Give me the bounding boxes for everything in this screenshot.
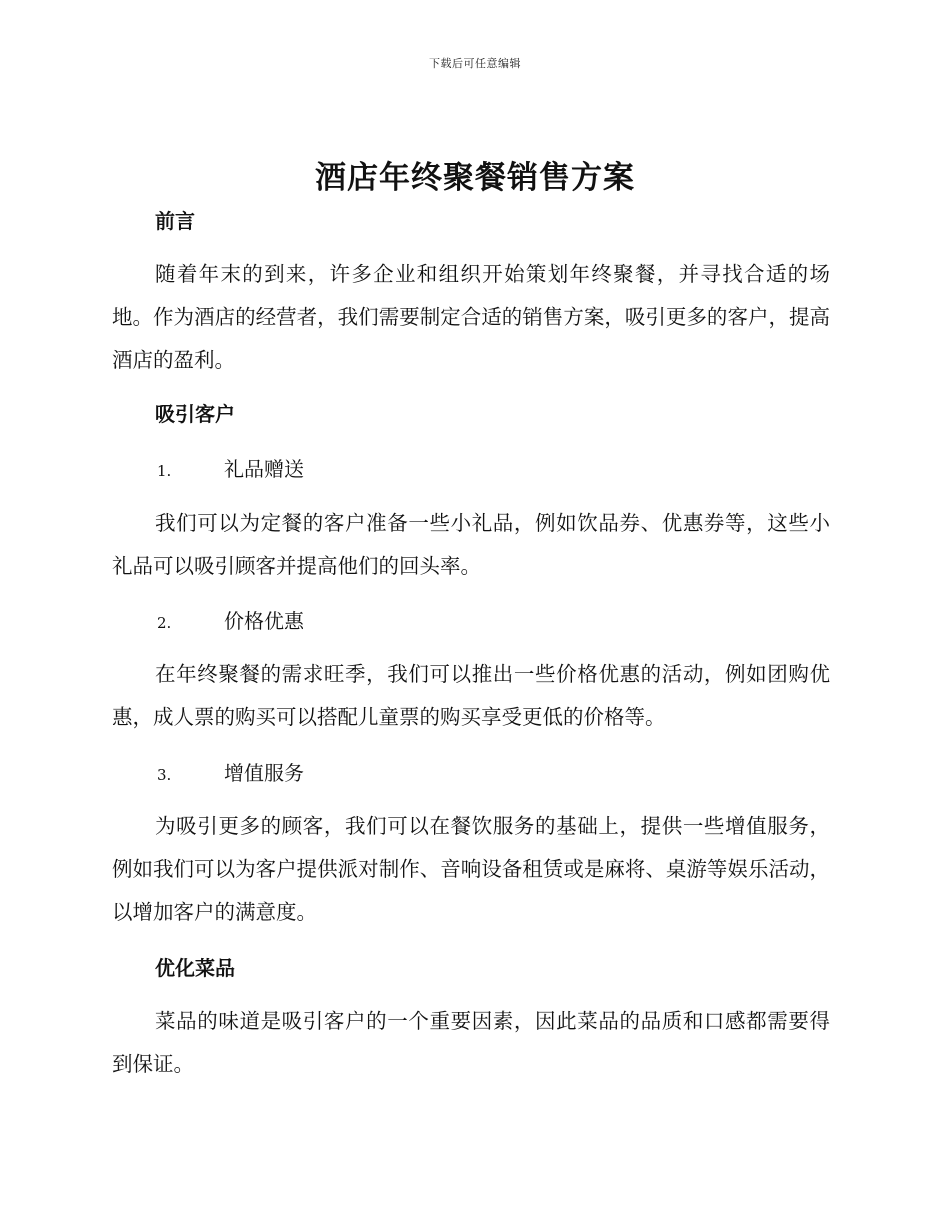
list-item-gifts [157, 456, 304, 484]
paragraph-preface: 随着年末的到来，许多企业和组织开始策划年终聚餐，并寻找合适的场地。作为酒店的经营者，我们需要制定合适的销售方案，吸引更多的客户，提高酒店的盈利。 [112, 262, 830, 372]
list-label: 增值服务 [224, 761, 304, 785]
paragraph-value-added-services: 为吸引更多的顾客，我们可以在餐饮服务的基础上，提供一些增值服务，例如我们可以为客户提供派对制作、音响设备租赁或是麻将、桌游等娱乐活动，以增加客户的满意度。 [112, 814, 830, 924]
section-heading-attract-customers: 吸引客户 [155, 402, 235, 426]
paragraph-optimize-dishes: 菜品的味道是吸引客户的一个重要因素，因此菜品的品质和口感都需要得到保证。 [112, 1009, 830, 1076]
list-number: 3. [157, 766, 172, 784]
section-heading-optimize-dishes: 优化菜品 [155, 956, 235, 980]
list-item-price-discount [157, 608, 304, 636]
paragraph-gifts: 我们可以为定餐的客户准备一些小礼品，例如饮品券、优惠券等，这些小礼品可以吸引顾客并提高他们的回头率。 [112, 511, 830, 578]
paragraph-price-discount: 在年终聚餐的需求旺季，我们可以推出一些价格优惠的活动，例如团购优惠，成人票的购买可以搭配儿童票的购买享受更低的价格等。 [112, 662, 830, 729]
list-label: 价格优惠 [224, 609, 304, 633]
document-title: 酒店年终聚餐销售方案 [315, 160, 635, 196]
list-item-value-added-services [157, 760, 304, 788]
list-label: 礼品赠送 [224, 457, 304, 481]
list-number: 2. [157, 614, 172, 632]
list-number: 1. [157, 462, 172, 480]
section-heading-preface: 前言 [155, 209, 195, 233]
page-header-note: 下载后可任意编辑 [429, 57, 521, 70]
